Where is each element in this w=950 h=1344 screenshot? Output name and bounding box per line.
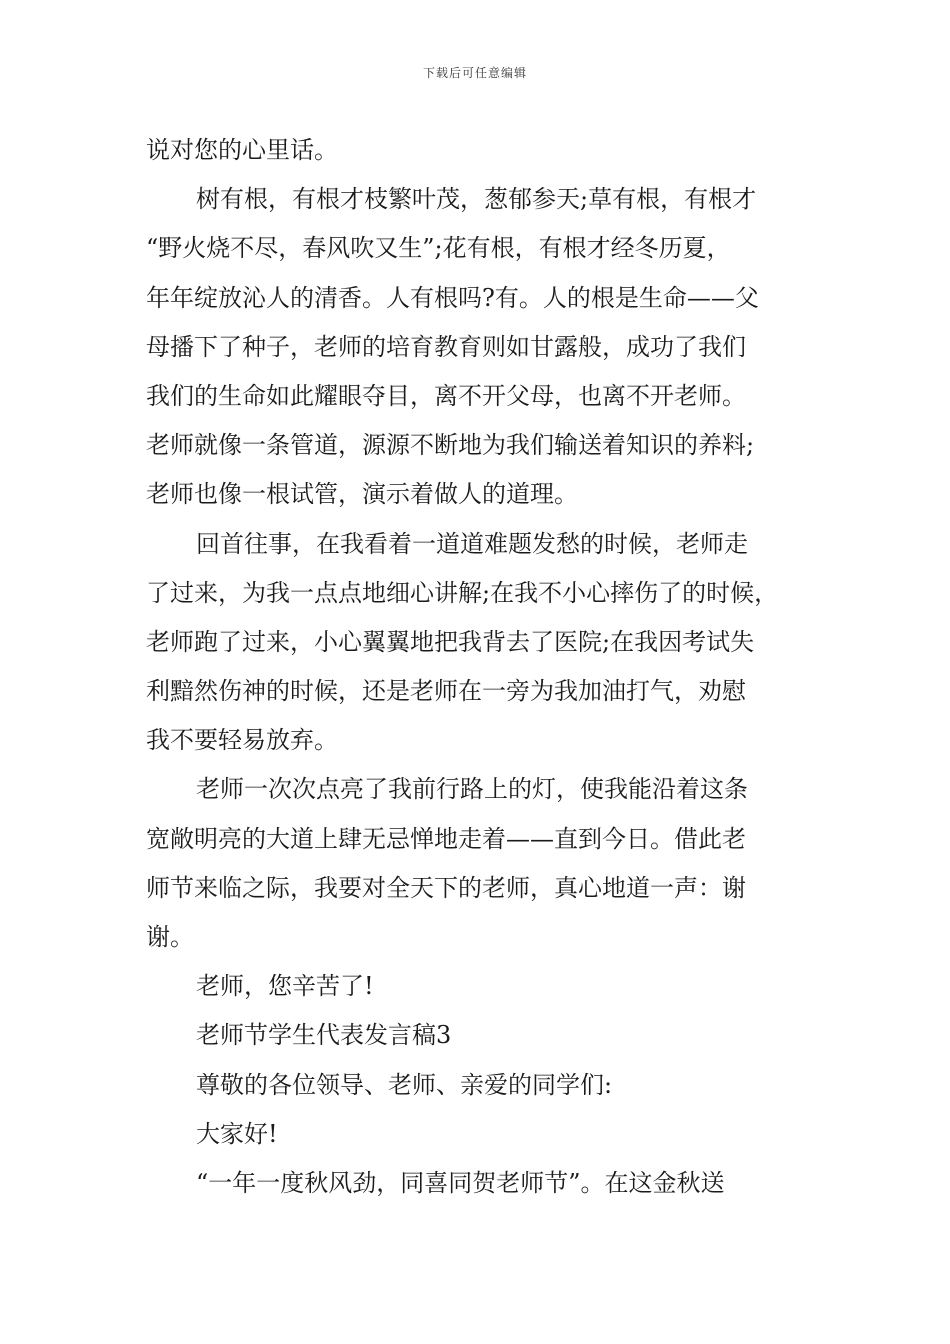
text-line: “一年一度秋风劲，同喜同贺老师节”。在这金秋送 xyxy=(196,1168,725,1197)
document-body xyxy=(146,126,814,1208)
text-line: 师节来临之际，我要对全天下的老师，真心地道一声：谢 xyxy=(146,873,746,902)
text-line: 老师跑了过来，小心翼翼地把我背去了医院;在我因考试失 xyxy=(146,627,755,656)
text-line: “野火烧不尽，春风吹又生”;花有根，有根才经冬历夏， xyxy=(146,234,731,263)
text-line: 宽敞明亮的大道上肆无忌惮地走着——直到今日。借此老 xyxy=(146,824,746,853)
page-header-note: 下载后可任意编辑 xyxy=(422,66,527,80)
text-line: 我不要轻易放弃。 xyxy=(146,726,338,755)
text-line: 说对您的心里话。 xyxy=(146,136,338,164)
text-line: 尊敬的各位领导、老师、亲爱的同学们: xyxy=(196,1070,613,1099)
text-line: 年年绽放沁人的清香。人有根吗?有。人的根是生命——父 xyxy=(146,283,759,312)
text-line: 老师也像一根试管，演示着做人的道理。 xyxy=(146,480,578,509)
text-line: 我们的生命如此耀眼夺目，离不开父母，也离不开老师。 xyxy=(146,381,746,410)
text-line: 母播下了种子，老师的培育教育则如甘露般，成功了我们 xyxy=(146,332,746,361)
text-line: 树有根，有根才枝繁叶茂，葱郁参天;草有根，有根才 xyxy=(196,185,757,214)
text-line: 回首往事，在我看着一道道难题发愁的时候，老师走 xyxy=(196,529,748,558)
text-line: 老师就像一条管道，源源不断地为我们输送着知识的养料; xyxy=(146,431,755,460)
text-line: 了过来，为我一点点地细心讲解;在我不小心摔伤了的时候， xyxy=(146,578,779,607)
text-line: 老师一次次点亮了我前行路上的灯，使我能沿着这条 xyxy=(196,775,748,804)
text-line: 老师，您辛苦了! xyxy=(196,972,374,1001)
text-line: 谢。 xyxy=(146,923,194,951)
section-title: 老师节学生代表发言稿3 xyxy=(196,1021,452,1050)
text-line: 大家好! xyxy=(196,1119,278,1148)
text-line: 利黯然伤神的时候，还是老师在一旁为我加油打气，劝慰 xyxy=(146,677,746,706)
